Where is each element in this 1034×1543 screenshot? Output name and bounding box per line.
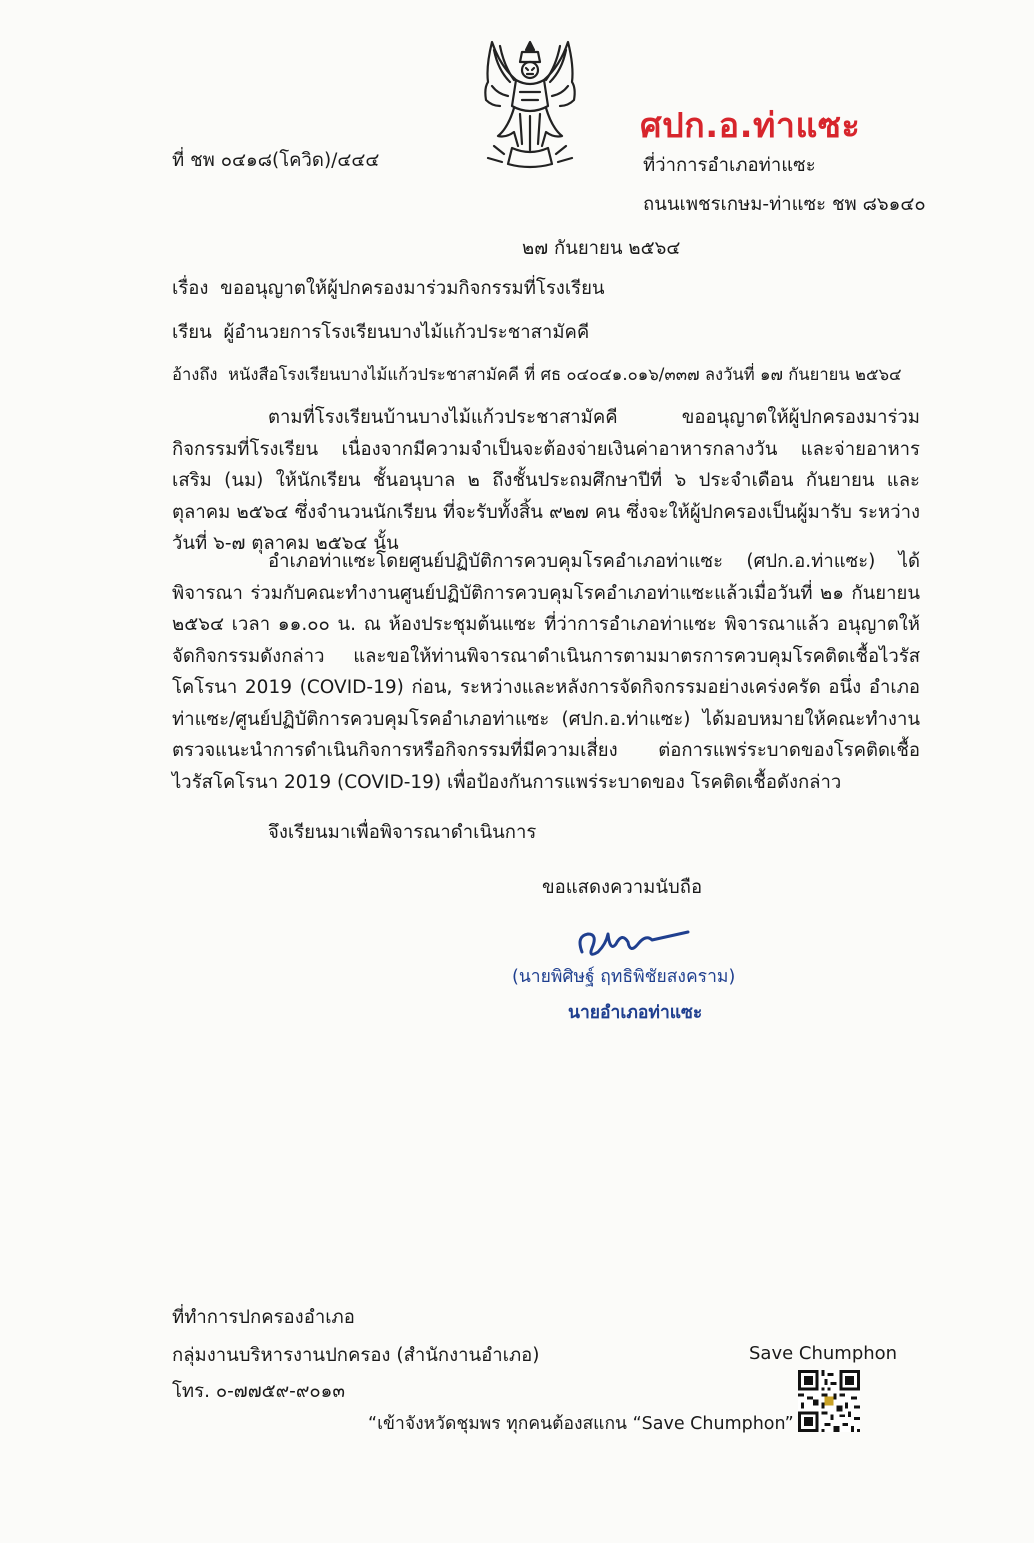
subject-line <box>172 274 605 303</box>
garuda-emblem-icon <box>478 36 582 172</box>
closing-salutation: ขอแสดงความนับถือ <box>542 877 703 898</box>
document-number: ที่ ชพ ๐๔๑๘(โควิด)/๔๔๔ <box>172 150 380 171</box>
footer-department-2: กลุ่มงานบริหารงานปกครอง (สำนักงานอำเภอ) <box>172 1345 540 1366</box>
reference-label: อ้างถึง <box>172 365 218 384</box>
recipient-line <box>172 318 589 347</box>
subject-label: เรื่อง <box>172 278 209 299</box>
address-line-2: ถนนเพชรเกษม-ท่าแซะ ชพ ๘๖๑๔๐ <box>643 194 926 215</box>
footer-department-1: ที่ทำการปกครองอำเภอ <box>172 1307 355 1328</box>
signatory-name: (นายพิศิษฐ์ ฤทธิพิชัยสงคราม) <box>512 967 736 987</box>
signatory-position: นายอำเภอท่าแซะ <box>568 1003 703 1023</box>
body-paragraph-1: ตามที่โรงเรียนบ้านบางไม้แก้วประชาสามัคคี ขออนุญาตให้ผู้ปกครองมาร่วมกิจกรรมที่โรงเรียน เนื่องจากมีความจำเป็นจะต้องจ่ายเงินค่าอาหารกลางวัน และจ่ายอาหารเสริม (นม) ให้นักเรียน ชั้นอนุบาล ๒ ถึงชั้นประถมศึกษาปีที่ ๖ ประจำเดือน กันยายน และตุลาคม ๒๕๖๔ ซึ่งจำนวนนักเรียน ที่จะรับทั้งสิ้น ๙๒๗ คน ซึ่งจะให้ผู้ปกครองเป็นผู้มารับ ระหว่างวันที่ ๖-๗ ตุลาคม ๒๕๖๔ นั้น <box>172 407 920 554</box>
qr-caption: Save Chumphon <box>749 1343 898 1364</box>
footer-slogan: “เข้าจังหวัดชุมพร ทุกคนต้องสแกน “Save Chumphon” <box>368 1414 794 1434</box>
subject-text: ขออนุญาตให้ผู้ปกครองมาร่วมกิจกรรมที่โรงเรียน <box>220 278 605 299</box>
document-date: ๒๗ กันยายน ๒๕๖๔ <box>522 238 681 259</box>
footer-phone: โทร. ๐-๗๗๕๙-๙๐๑๓ <box>172 1381 346 1402</box>
reference-line <box>172 362 902 388</box>
closing-request: จึงเรียนมาเพื่อพิจารณาดำเนินการ <box>268 822 537 843</box>
office-title: ศปก.อ.ท่าแซะ <box>640 106 861 146</box>
recipient-text: ผู้อำนวยการโรงเรียนบางไม้แก้วประชาสามัคคี <box>223 322 590 343</box>
body-paragraph-2: อำเภอท่าแซะโดยศูนย์ปฏิบัติการควบคุมโรคอำเภอท่าแซะ (ศปก.อ.ท่าแซะ) ได้พิจารณา ร่วมกับคณะทำงานศูนย์ปฏิบัติการควบคุมโรคอำเภอท่าแซะแล้วเมื่อวันที่ ๒๑ กันยายน ๒๕๖๔ เวลา ๑๑.๐๐ น. ณ ห้องประชุมต้นแซะ ที่ว่าการอำเภอท่าแซะ พิจารณาแล้ว อนุญาตให้จัดกิจกรรมดังกล่าว และขอให้ท่านพิจารณาดำเนินการตามมาตรการควบคุมโรคติดเชื้อไวรัสโคโรนา 2019 (COVID-19) ก่อน, ระหว่างและหลังการจัดกิจกรรมอย่างเคร่งครัด อนึ่ง อำเภอท่าแซะ/ศูนย์ปฏิบัติการควบคุมโรคอำเภอท่าแซะ (ศปก.อ.ท่าแซะ) ได้มอบหมายให้คณะทำงาน ตรวจแนะนำการดำเนินกิจการหรือกิจกรรมที่มีความเสี่ยง ต่อการแพร่ระบาดของโรคติดเชื้อไวรัสโคโรนา 2019 (COVID-19) เพื่อป้องกันการแพร่ระบาดของ โรคติดเชื้อดังกล่าว <box>172 551 920 793</box>
recipient-label: เรียน <box>172 322 212 343</box>
qr-code-icon[interactable] <box>798 1370 860 1432</box>
reference-text: หนังสือโรงเรียนบางไม้แก้วประชาสามัคคี ที่ ศธ ๐๔๐๔๑.๐๑๖/๓๓๗ ลงวันที่ ๑๗ กันยายน ๒๕๖๔ <box>228 365 902 384</box>
address-line-1: ที่ว่าการอำเภอท่าแซะ <box>643 155 816 176</box>
